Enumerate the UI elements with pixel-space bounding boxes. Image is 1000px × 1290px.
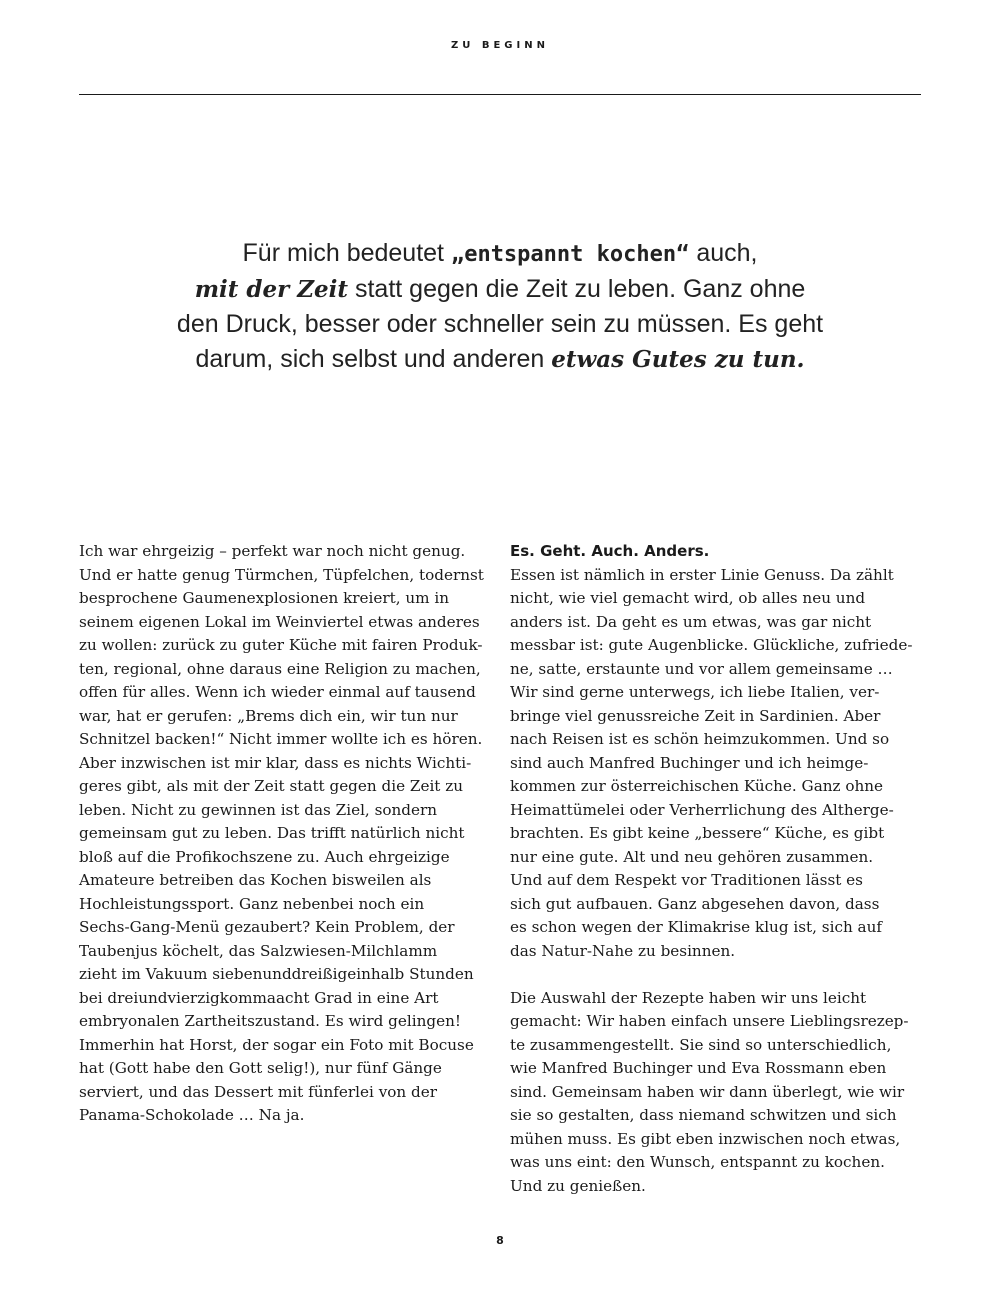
text-line: sind. Gemeinsam haben wir dann überlegt, wie wir — [510, 1082, 905, 1101]
text-line: brachten. Es gibt keine „bessere“ Küche, es gibt — [510, 824, 885, 842]
text-line: mühen muss. Es gibt eben inzwischen noch etwas, — [510, 1129, 901, 1148]
text-line: gemeinsam gut zu leben. Das trifft natürlich nicht — [79, 824, 465, 842]
text-line: embryonalen Zartheitszustand. Es wird gelingen! — [79, 1012, 461, 1030]
paragraph-gap — [510, 963, 930, 987]
text-line: Wir sind gerne unterwegs, ich liebe Italien, ver- — [510, 683, 880, 701]
text-line: hat (Gott habe den Gott selig!), nur fünf Gänge — [79, 1059, 442, 1077]
text-line: Amateure betreiben das Kochen bisweilen als — [79, 871, 432, 889]
text-line: wie Manfred Buchinger und Eva Rossmann eben — [510, 1059, 887, 1077]
text-line: sie so gestalten, dass niemand schwitzen und sich — [510, 1106, 897, 1124]
quote-line-4 — [100, 342, 900, 377]
paragraph-1 — [510, 564, 930, 964]
text-line: bei dreiundvierzigkommaacht Grad in eine Art — [79, 988, 439, 1007]
quote-emphasis-mono: „entspannt kochen“ — [450, 242, 690, 267]
text-line: gemacht: Wir haben einfach unsere Lieblingsrezep- — [510, 1012, 909, 1030]
text-line: Ich war ehrgeizig – perfekt war noch nicht genug. — [79, 542, 466, 560]
quote-emphasis-italic: etwas Gutes zu tun. — [551, 346, 805, 373]
quote-line-2 — [100, 272, 900, 307]
text-line: leben. Nicht zu gewinnen ist das Ziel, sondern — [79, 800, 438, 819]
text-line: Hochleistungssport. Ganz nebenbei noch ein — [79, 894, 425, 913]
text-line: nicht, wie viel gemacht wird, ob alles neu und — [510, 589, 866, 607]
text-line: Heimattümelei oder Verherrlichung des Altherge- — [510, 800, 894, 819]
left-column-body — [79, 540, 499, 1128]
text-line: war, hat er gerufen: „Brems dich ein, wir tun nur — [79, 706, 458, 725]
section-heading: Es. Geht. Auch. Anders. — [510, 542, 710, 560]
text-line: Aber inzwischen ist mir klar, dass es nichts Wichti- — [79, 753, 472, 772]
text-line: Und auf dem Respekt vor Traditionen lässt es — [510, 871, 863, 889]
text-line: kommen zur österreichischen Küche. Ganz ohne — [510, 777, 884, 795]
text-line: serviert, und das Dessert mit fünferlei von der — [79, 1082, 438, 1101]
text-line: das Natur-Nahe zu besinnen. — [510, 941, 736, 960]
text-line: messbar ist: gute Augenblicke. Glückliche, zufriede- — [510, 636, 913, 654]
text-line: nur eine gute. Alt und neu gehören zusammen. — [510, 847, 874, 866]
text-line: nach Reisen ist es schön heimzukommen. Und so — [510, 730, 890, 748]
text-line: ne, satte, erstaunte und vor allem gemeinsame … — [510, 659, 893, 678]
quote-line-3: den Druck, besser oder schneller sein zu müssen. Es geht — [176, 310, 824, 338]
text-line: Essen ist nämlich in erster Linie Genuss. Da zählt — [510, 565, 894, 584]
text-line: Und er hatte genug Türmchen, Tüpfelchen, todernst — [79, 565, 484, 584]
text-line: ten, regional, ohne daraus eine Religion zu machen, — [79, 659, 481, 678]
pull-quote — [100, 236, 900, 377]
section-label: ZU BEGINN — [451, 40, 549, 51]
text-line: Taubenjus köchelt, das Salzwiesen-Milchlamm — [79, 941, 438, 960]
text-line: bloß auf die Profikochszene zu. Auch ehrgeizige — [79, 847, 450, 866]
page-number: 8 — [496, 1234, 504, 1247]
text-line: geres gibt, als mit der Zeit statt gegen die Zeit zu — [79, 777, 464, 795]
text-line: was uns eint: den Wunsch, entspannt zu kochen. — [510, 1153, 885, 1171]
text-line: seinem eigenen Lokal im Weinviertel etwas anderes — [79, 612, 480, 631]
text-line: sind auch Manfred Buchinger und ich heimge- — [510, 753, 869, 772]
right-column-body — [510, 540, 930, 1198]
text-line: bringe viel genussreiche Zeit in Sardinien. Aber — [510, 706, 881, 725]
text-line: Die Auswahl der Rezepte haben wir uns leicht — [510, 988, 867, 1007]
paragraph-2 — [510, 987, 930, 1199]
header-rule — [79, 94, 921, 95]
text-line: sich gut aufbauen. Ganz abgesehen davon, dass — [510, 894, 880, 913]
quote-text: darum, sich selbst und anderen — [195, 345, 552, 373]
text-line: te zusammengestellt. Sie sind so unterschiedlich, — [510, 1035, 892, 1054]
quote-text: auch, — [689, 239, 758, 267]
text-line: Panama-Schokolade … Na ja. — [79, 1106, 305, 1124]
text-line: zu wollen: zurück zu guter Küche mit fairen Produk- — [79, 636, 483, 654]
text-line: Immerhin hat Horst, der sogar ein Foto mit Bocuse — [79, 1035, 474, 1054]
text-line: Und zu genießen. — [510, 1176, 646, 1195]
text-line: anders ist. Da geht es um etwas, was gar nicht — [510, 612, 872, 631]
quote-emphasis-italic: mit der Zeit — [194, 276, 349, 303]
quote-text: Für mich bedeutet — [242, 239, 451, 267]
text-line: Schnitzel backen!“ Nicht immer wollte ich es hören. — [79, 730, 483, 748]
text-line: offen für alles. Wenn ich wieder einmal auf tausend — [79, 683, 476, 701]
quote-line-1 — [100, 236, 900, 272]
text-line: Sechs-Gang-Menü gezaubert? Kein Problem, der — [79, 918, 455, 936]
text-line: es schon wegen der Klimakrise klug ist, sich auf — [510, 918, 883, 936]
text-line: zieht im Vakuum siebenunddreißigeinhalb Stunden — [79, 965, 474, 983]
quote-text: statt gegen die Zeit zu leben. Ganz ohne — [348, 275, 806, 303]
text-line: besprochene Gaumenexplosionen kreiert, um in — [79, 589, 450, 607]
